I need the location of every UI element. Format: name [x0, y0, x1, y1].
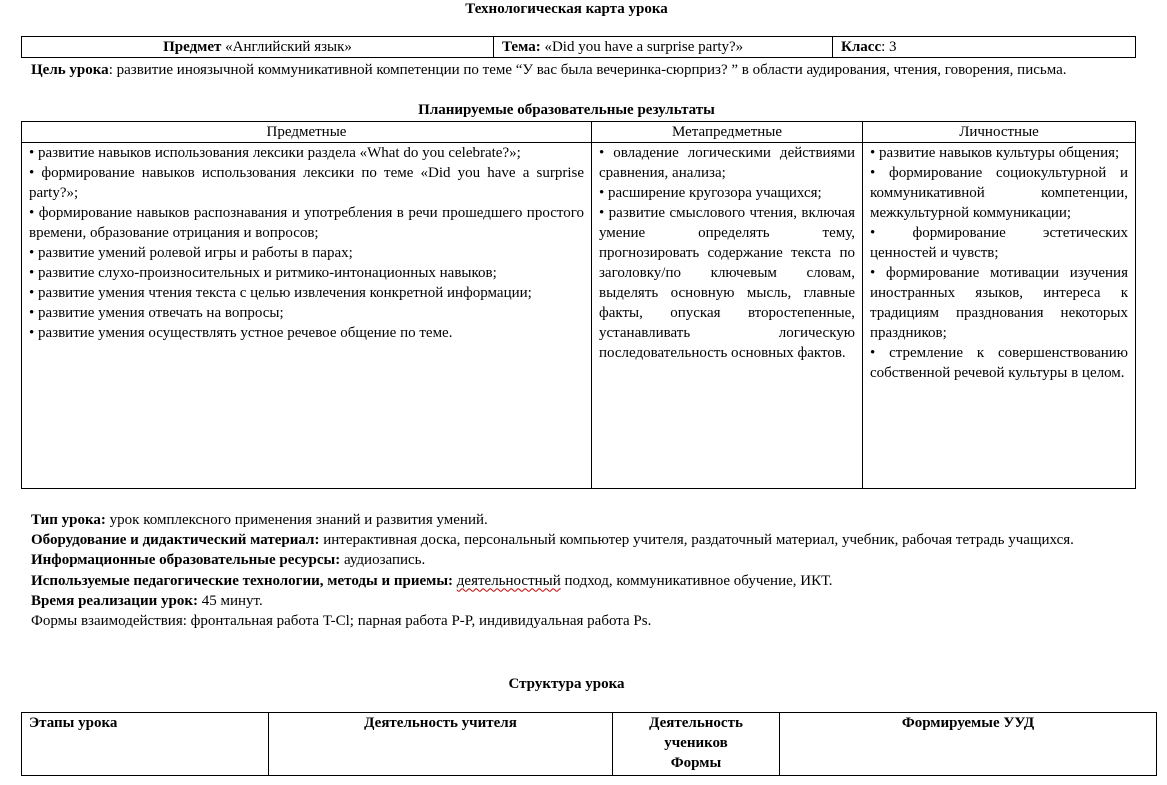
lesson-structure-table	[21, 712, 1157, 776]
topic-value: «Did you have a surprise party?»	[544, 39, 744, 55]
planned-results-table	[21, 121, 1136, 489]
list-item: • развитие смыслового чтения, включая умение определять тему, прогнозировать содержание текста по заголовку/по ключевым словам, выделять основную мысль, главные факты, опуская второстепенные, устанавливать логическую последовательность основных фактов.	[599, 205, 855, 361]
student-activity-line2: учеников	[664, 735, 728, 751]
technologies-line	[31, 571, 1091, 591]
time-line	[31, 591, 1091, 611]
results-title: Планируемые образовательные результаты	[418, 102, 715, 118]
resources-value: аудиозапись.	[340, 552, 426, 569]
list-item: • формирование мотивации изучения иностранных языков, интереса к традициям празднования некоторых праздников;	[870, 265, 1128, 341]
equipment-label: Оборудование и дидактический материал:	[31, 532, 320, 549]
meta-results-cell	[592, 143, 863, 489]
lesson-info	[31, 510, 1091, 631]
column-header-subject: Предметные	[22, 122, 592, 143]
lesson-type-label: Тип урока:	[31, 512, 106, 528]
lesson-header-table	[21, 36, 1136, 58]
list-item: • формирование социокультурной и коммуникативной компетенции, межкультурной коммуникации;	[870, 165, 1128, 221]
student-activity-line1: Деятельность	[649, 715, 743, 731]
technologies-value-rest: подход, коммуникативное обучение, ИКТ.	[560, 572, 833, 589]
resources-label: Информационные образовательные ресурсы:	[31, 552, 341, 569]
teacher-activity-header: Деятельность учителя	[269, 713, 613, 776]
list-item: • развитие умений ролевой игры и работы в парах;	[29, 245, 353, 261]
goal-text: : развитие иноязычной коммуникативной компетенции по теме “У вас была вечеринка-сюрприз? ” в области аудирования, чтения, говорения, письма.	[108, 62, 1067, 78]
interaction-forms-line: Формы взаимодействия: фронтальная работа T-Cl; парная работа P-P, индивидуальная работа Ps.	[31, 613, 652, 630]
stages-header: Этапы урока	[22, 713, 269, 776]
time-label: Время реализации урок:	[31, 592, 198, 609]
document-title: Технологическая карта урока	[465, 1, 668, 17]
list-item: • формирование навыков распознавания и употребления в речи прошедшего простого времени, образование отрицания и вопросов;	[29, 205, 584, 241]
column-header-meta: Метапредметные	[592, 122, 863, 143]
lesson-type-value: урок комплексного применения знаний и развития умений.	[105, 512, 488, 528]
structure-title: Структура урока	[508, 676, 625, 692]
list-item: • развитие навыков культуры общения;	[870, 145, 1120, 161]
list-item: • овладение логическими действиями сравнения, анализа;	[599, 145, 855, 181]
lesson-goal	[31, 60, 1091, 80]
lesson-type-line	[31, 510, 1091, 530]
class-cell	[833, 37, 1136, 58]
technologies-label: Используемые педагогические технологии, методы и приемы:	[31, 572, 454, 589]
list-item: • развитие навыков использования лексики раздела «What do you celebrate?»;	[29, 145, 521, 161]
list-item: • формирование эстетических ценностей и чувств;	[870, 225, 1128, 261]
time-value: 45 минут.	[197, 592, 263, 609]
list-item: • стремление к совершенствованию собственной речевой культуры в целом.	[870, 345, 1128, 381]
subject-value: «Английский язык»	[225, 39, 352, 55]
topic-label: Тема:	[502, 39, 541, 55]
list-item: • развитие слухо-произносительных и ритмико-интонационных навыков;	[29, 265, 497, 281]
class-value: : 3	[881, 39, 897, 55]
column-header-personal: Личностные	[863, 122, 1136, 143]
technologies-value-first: деятельностный	[456, 572, 561, 589]
subject-results-cell	[22, 143, 592, 489]
equipment-line	[31, 530, 1091, 550]
resources-line	[31, 550, 1091, 570]
list-item: • развитие умения осуществлять устное речевое общение по теме.	[29, 325, 453, 341]
subject-cell	[22, 37, 494, 58]
list-item: • развитие умения отвечать на вопросы;	[29, 305, 284, 321]
class-label: Класс	[841, 39, 882, 55]
student-activity-header	[613, 713, 780, 776]
personal-results-cell	[863, 143, 1136, 489]
subject-label: Предмет	[163, 39, 222, 55]
goal-label: Цель урока	[31, 62, 109, 78]
uud-header: Формируемые УУД	[780, 713, 1157, 776]
student-activity-line3: Формы	[670, 755, 722, 771]
equipment-value: интерактивная доска, персональный компьютер учителя, раздаточный материал, учебник, рабочая тетрадь учащихся.	[319, 532, 1074, 549]
list-item: • формирование навыков использования лексики по теме «Did you have a surprise party?»;	[29, 165, 584, 201]
list-item: • расширение кругозора учащихся;	[599, 185, 822, 201]
list-item: • развитие умения чтения текста с целью извлечения конкретной информации;	[29, 285, 532, 301]
topic-cell	[494, 37, 833, 58]
